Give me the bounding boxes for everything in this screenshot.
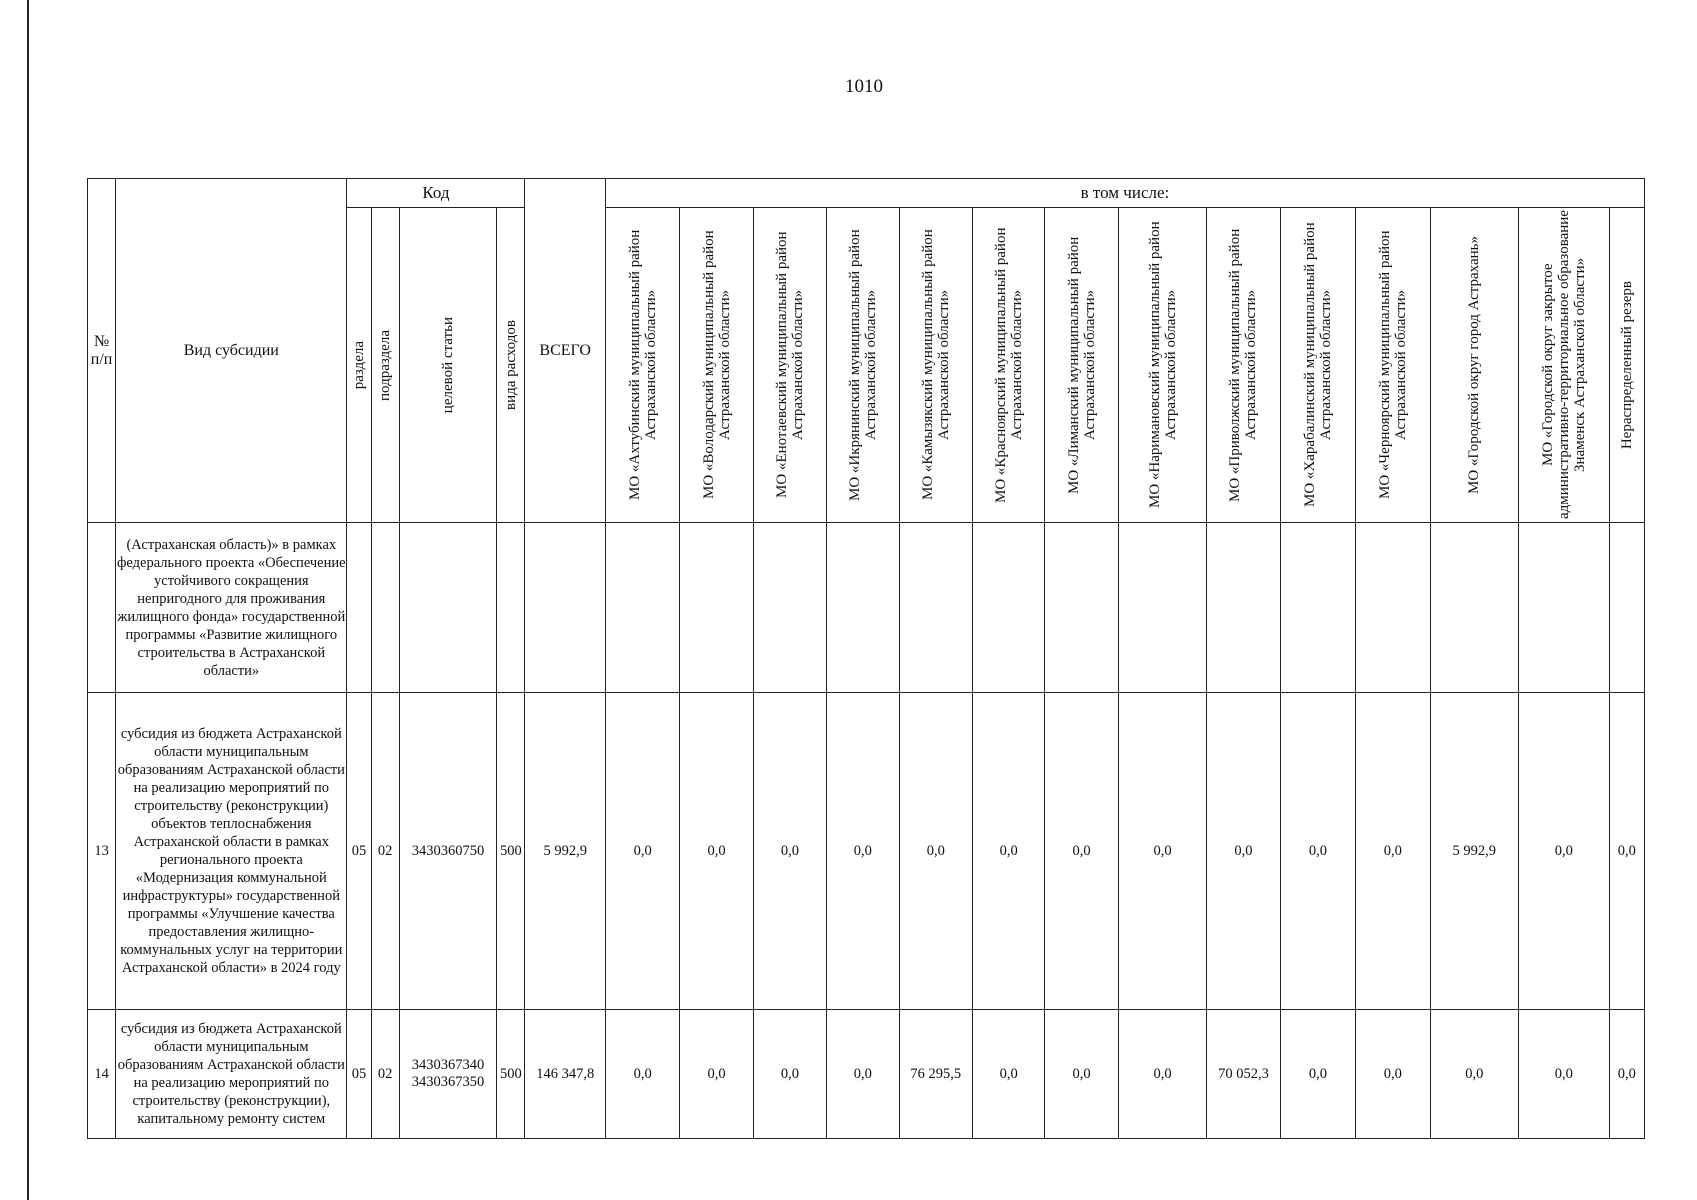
- cell-value: [680, 523, 753, 693]
- cell-value: 0,0: [1280, 1010, 1355, 1139]
- header-including: в том числе:: [605, 179, 1644, 208]
- header-mo-enotaevsky: МО «Енотаевский муниципальный район Астраханской области»: [753, 208, 826, 523]
- header-mo-akhtubinsky: МО «Ахтубинский муниципальный район Астраханской области»: [605, 208, 679, 523]
- cell-value: 0,0: [680, 1010, 753, 1139]
- cell-value: 0,0: [1519, 1010, 1610, 1139]
- row-total: 146 347,8: [525, 1010, 605, 1139]
- row-description: субсидия из бюджета Астраханской области муниципальным образованиям Астраханской области на реализацию мероприятий по строительству (реконструкции), капитальному ремонту систем: [116, 1010, 347, 1139]
- header-type: Вид субсидии: [116, 179, 347, 523]
- header-code-group: Код: [347, 179, 525, 208]
- header-mo-kharabalinsky: МО «Харабалинский муниципальный район Астраханской области»: [1280, 208, 1355, 523]
- cell-value: 0,0: [753, 1010, 826, 1139]
- row-expense: 500: [497, 693, 525, 1010]
- cell-value: 0,0: [1356, 693, 1430, 1010]
- cell-value: [827, 523, 899, 693]
- cell-value: [972, 523, 1044, 693]
- header-code-subsection: подраздела: [371, 208, 399, 523]
- header-mo-krasnoyarsky: МО «Красноярский муниципальный район Астраханской области»: [972, 208, 1044, 523]
- row-subsection: [371, 523, 399, 693]
- row-section: [347, 523, 371, 693]
- cell-value: [899, 523, 972, 693]
- header-code-section: раздела: [347, 208, 371, 523]
- row-target: [399, 523, 497, 693]
- row-num: 14: [88, 1010, 116, 1139]
- header-mo-privolzhsky: МО «Приволжский муниципальный район Астраханской области»: [1207, 208, 1280, 523]
- table-row: [88, 693, 1645, 1010]
- binding-line: [27, 0, 29, 1200]
- cell-value: 0,0: [899, 693, 972, 1010]
- row-section: 05: [347, 1010, 371, 1139]
- cell-value: 76 295,5: [899, 1010, 972, 1139]
- row-expense: 500: [497, 1010, 525, 1139]
- row-subsection: 02: [371, 1010, 399, 1139]
- table-row: [88, 523, 1645, 693]
- page-number: 1010: [845, 76, 883, 97]
- cell-value: [1609, 523, 1645, 693]
- cell-value: 0,0: [827, 1010, 899, 1139]
- header-mo-ikryaninsky: МО «Икрянинский муниципальный район Астраханской области»: [827, 208, 899, 523]
- header-code-target: целевой статьи: [399, 208, 497, 523]
- cell-value: 0,0: [605, 1010, 679, 1139]
- cell-value: [605, 523, 679, 693]
- cell-value: 0,0: [753, 693, 826, 1010]
- cell-value: 0,0: [1430, 1010, 1519, 1139]
- header-reserve: Нераспределенный резерв: [1609, 208, 1645, 523]
- row-num: 13: [88, 693, 116, 1010]
- row-total: 5 992,9: [525, 693, 605, 1010]
- cell-value: 0,0: [1207, 693, 1280, 1010]
- subsidy-table: [87, 178, 1645, 1139]
- cell-value: 0,0: [972, 1010, 1044, 1139]
- cell-value: 0,0: [1118, 1010, 1207, 1139]
- cell-value: [1280, 523, 1355, 693]
- header-mo-limansky: МО «Лиманский муниципальный район Астраханской области»: [1045, 208, 1118, 523]
- row-num: [88, 523, 116, 693]
- header-total: ВСЕГО: [525, 179, 605, 523]
- table-row: [88, 1010, 1645, 1139]
- cell-value: 0,0: [680, 693, 753, 1010]
- row-section: 05: [347, 693, 371, 1010]
- cell-value: 0,0: [972, 693, 1044, 1010]
- cell-value: [1519, 523, 1610, 693]
- header-num: № п/п: [88, 179, 116, 523]
- cell-value: [1207, 523, 1280, 693]
- cell-value: 0,0: [827, 693, 899, 1010]
- cell-value: 0,0: [1609, 693, 1645, 1010]
- cell-value: [1045, 523, 1118, 693]
- cell-value: 5 992,9: [1430, 693, 1519, 1010]
- cell-value: [753, 523, 826, 693]
- header-mo-narimanovsky: МО «Наримановский муниципальный район Астраханской области»: [1118, 208, 1207, 523]
- row-description: субсидия из бюджета Астраханской области муниципальным образованиям Астраханской области на реализацию мероприятий по строительству (реконструкции) объектов теплоснабжения Астраханской области в рамках регионального проекта «Модернизация коммунальной инфраструктуры» государственной программы «Улучшение качества предоставления жилищно-коммунальных услуг на территории Астраханской области» в 2024 году: [116, 693, 347, 1010]
- cell-value: 70 052,3: [1207, 1010, 1280, 1139]
- row-subsection: 02: [371, 693, 399, 1010]
- cell-value: 0,0: [1045, 693, 1118, 1010]
- row-total: [525, 523, 605, 693]
- row-target: 3430360750: [399, 693, 497, 1010]
- cell-value: 0,0: [1609, 1010, 1645, 1139]
- header-code-expense: вида расходов: [497, 208, 525, 523]
- header-mo-znamensk: МО «Городской округ закрытое административно-территориальное образование Знаменск Астраханской области»: [1519, 208, 1610, 523]
- header-mo-volodarsky: МО «Володарский муниципальный район Астраханской области»: [680, 208, 753, 523]
- header-mo-chernoyarsky: МО «Черноярский муниципальный район Астраханской области»: [1356, 208, 1430, 523]
- cell-value: 0,0: [1118, 693, 1207, 1010]
- cell-value: 0,0: [1280, 693, 1355, 1010]
- cell-value: 0,0: [1356, 1010, 1430, 1139]
- cell-value: 0,0: [605, 693, 679, 1010]
- row-target: 3430367340 3430367350: [399, 1010, 497, 1139]
- cell-value: 0,0: [1519, 693, 1610, 1010]
- cell-value: [1356, 523, 1430, 693]
- header-mo-astrakhan: МО «Городской округ город Астрахань»: [1430, 208, 1519, 523]
- cell-value: [1118, 523, 1207, 693]
- row-expense: [497, 523, 525, 693]
- header-mo-kamyzyaksky: МО «Камызякский муниципальный район Астраханской области»: [899, 208, 972, 523]
- cell-value: [1430, 523, 1519, 693]
- cell-value: 0,0: [1045, 1010, 1118, 1139]
- row-description: (Астраханская область)» в рамках федерального проекта «Обеспечение устойчивого сокращения непригодного для проживания жилищного фонда» государственной программы «Развитие жилищного строительства в Астраханской области»: [116, 523, 347, 693]
